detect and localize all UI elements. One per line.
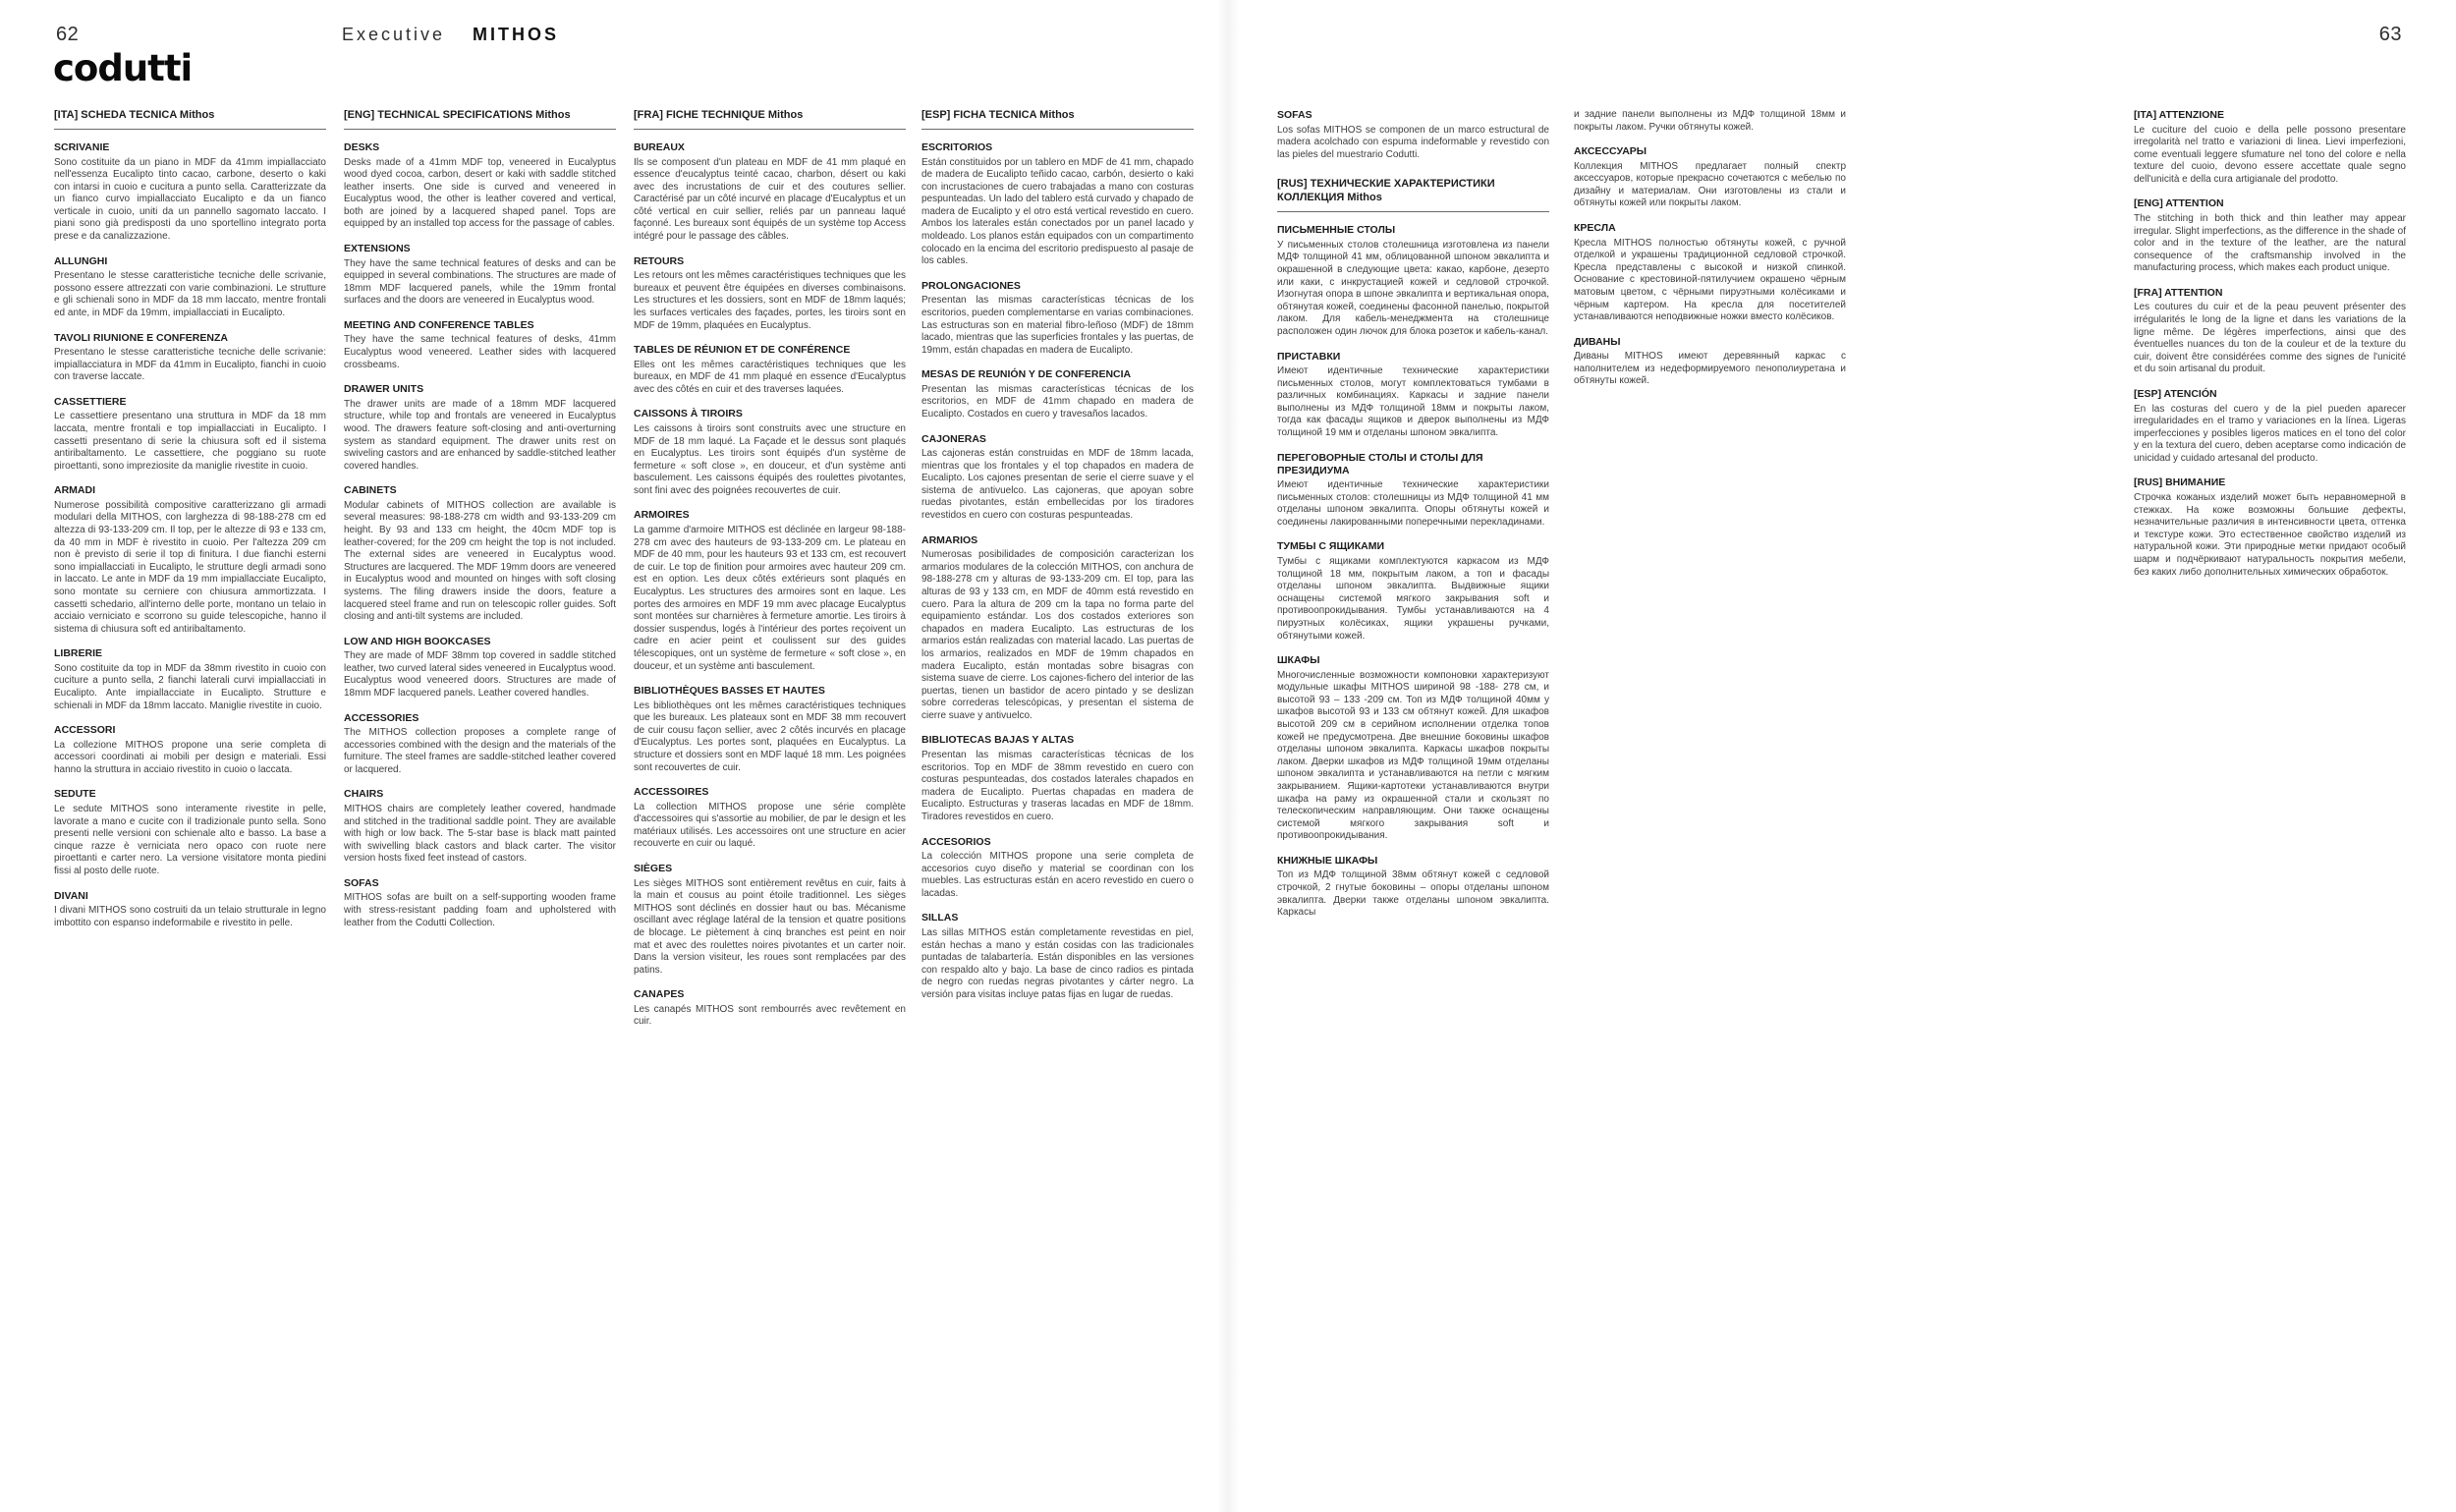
section-heading: ARMOIRES — [634, 509, 690, 522]
section-body: Sono costituite da un piano in MDF da 41mm impiallacciato nell'essenza Eucalipto tinto cacao, carbone, deserto o kaki con intarsi in cuoio e cucitura a punto sella. Caratterizzate da un fianco curvo impiallacciato Eucalipto e da un fianco verticale in cuoio, uniti da un pannello sagomato laccato. I piani sono già predisposti da uno sportellino integrato porta prese e da canalizzazione. — [54, 156, 326, 243]
section-body: Топ из МДФ толщиной 38мм обтянут кожей с седловой строчкой, 2 гнутые боковины – опоры отделаны шпоном эвкалипта. Дверки также отделаны шпоном эвкалипта. Каркасы — [1277, 869, 1549, 919]
section-heading: КНИЖНЫЕ ШКАФЫ — [1277, 854, 1378, 867]
section-heading: DESKS — [344, 141, 380, 153]
page-number-left: 62 — [56, 24, 80, 45]
section-heading: ACCESSORIES — [344, 711, 419, 724]
section-heading: ACCESSORI — [54, 724, 116, 737]
section-heading: ПРИСТАВКИ — [1277, 350, 1341, 363]
section-heading: EXTENSIONS — [344, 243, 411, 255]
section-body: La collection MITHOS propose une série complète d'accessoires qui s'assortie au mobilier, de par le design et les matériaux utilisés. Les accessoires ont une structure en acier recouverte en cuir ou laqué. — [634, 801, 906, 850]
section-body: Les bibliothèques ont les mêmes caractéristiques techniques que les bureaux. Les plateaux sont en MDF 38 mm recouvert de cuir cousu façon sellier, avec 2 côtés incurvés en placage d'Eucalyptus. Les portes sont, plaquées en Eucalyptus. La structure et dossiers sont en MDF laqué 18 mm. Les poignées sont recouvertes de cuir. — [634, 700, 906, 773]
section-heading: TABLES DE RÉUNION ET DE CONFÉRENCE — [634, 344, 851, 357]
section-heading: ДИВАНЫ — [1574, 335, 1621, 348]
section-body: Le sedute MITHOS sono interamente rivestite in pelle, lavorate a mano e cucite con il tradizionale punto sella. Sono presenti nelle versioni con schienale alto e basso. La base a cinque razze è verniciata nero opaco con ruote nere piroettanti e carter nero. La versione visitatore monta piedini fissi al posto delle ruote. — [54, 803, 326, 876]
column-header: [FRA] FICHE TECHNIQUE Mithos — [634, 108, 906, 130]
text-column-rus-specs-1 — [1277, 108, 1549, 920]
section-body: и задние панели выполнены из МДФ толщиной 18мм и покрыты лаком. Ручки обтянуты кожей. — [1574, 109, 1846, 133]
section-body: Les canapés MITHOS sont rembourrés avec revêtement en cuir. — [634, 1003, 906, 1028]
section-heading: ПЕРЕГОВОРНЫЕ СТОЛЫ И СТОЛЫ ДЛЯ ПРЕЗИДИУМА — [1277, 451, 1483, 476]
section-body: Numerosas posibilidades de composición caracterizan los armarios modulares de la colección MITHOS, con anchura de 98-188-278 cm y alturas de 93-133-209 cm. El top, para las alturas de 93 y 133 cm, en MDF de 40mm está revestido en cuero. Para la altura de 209 cm la tapa no forma parte del equipamiento estándar. Los dos costados exteriores son chapados en madera Eucalipto. Las estructuras de los armarios están realizadas con material lacado. Las puertas de los armarios, realizados en MDF de 19mm chapados en madera Eucalipto, están montadas sobre bisagras con sistema suave de cierre. Los cajones-fichero del interior de las puertas, tienen un bastidor de acero pintado y se deslizan sobre correderas telescópicas, y presentan el sistema de cierre suave y antivuelco. — [921, 549, 1194, 721]
text-column-fra-specs — [634, 108, 906, 1029]
section-body: Las sillas MITHOS están completamente revestidas en piel, están hechas a mano y están cosidas con las tradicionales puntadas de talabartería. Están disponibles en las versiones con respaldo alto y bajo. La base de cinco radios es pintada de negro con ruedas negras pivotantes y cárter negro. La versión para visitas incluye patas fijas en lugar de ruedas. — [921, 926, 1194, 1000]
section-heading: SEDUTE — [54, 788, 96, 801]
section-heading: ARMADI — [54, 484, 95, 497]
text-column-rus-specs-2 — [1574, 108, 1846, 388]
section-heading: MESAS DE REUNIÓN Y DE CONFERENCIA — [921, 368, 1132, 381]
section-heading: LOW AND HIGH BOOKCASES — [344, 635, 491, 647]
section-heading: ACCESORIOS — [921, 835, 991, 848]
section-heading: [RUS] ВНИМАНИЕ — [2134, 476, 2226, 489]
section-body: Presentan las mismas características técnicas de los escritorios, en MDF de 41mm chapado en madera de Eucalipto. Costados en cuero y travesaños lacados. — [921, 383, 1194, 420]
section-heading: ESCRITORIOS — [921, 141, 993, 153]
section-body: Presentan las mismas características técnicas de los escritorios. Top en MDF de 38mm revestido en cuero con costuras pespunteadas, dos costados laterales chapados en madera de Eucalipto. Puertas chapadas en madera de Eucalipto. Estructuras y traseras lacadas en MDF de 18mm. Tiradores revestidos en cuero. — [921, 749, 1194, 822]
section-heading: MEETING AND CONFERENCE TABLES — [344, 318, 534, 331]
section-body: Están constituidos por un tablero en MDF de 41 mm, chapado de madera de Eucalipto teñido cacao, carbón, desierto o kaki con incrustaciones de cuero trabajadas a mano con costuras pespunteadas. Un lado del tablero está curvado y chapado de madera de Eucalipto y el otro está vertical revestido en cuero. Ambos los laterales están conectados por un panel lacado y moldeado. Los planos están equipados con un compartimento colocado en la encima del escritorio predispuesto al pasaje de los cables. — [921, 156, 1194, 267]
section-body: The stitching in both thick and thin leather may appear irregular. Slight imperfections, as the difference in the shade of color and in the texture of the leather, are the natural consequence of the craftsmanship involved in the manufacturing process, which makes each product unique. — [2134, 212, 2406, 274]
section-body: Les caissons à tiroirs sont construits avec une structure en MDF de 18 mm laqué. La Façade et le dessus sont plaqués en Eucalyptus. Les tiroirs sont équipés d'un système de fermeture « soft close », en douceur, et d'un système anti basculement. Les caissons équipés des roulettes pivotantes, sont fini avec des poignées recouvertes de cuir. — [634, 422, 906, 496]
section-heading: CANAPES — [634, 988, 685, 1001]
section-heading: CAJONERAS — [921, 432, 986, 445]
section-body: Las cajoneras están construidas en MDF de 18mm lacada, mientras que los frontales y el top chapados en madera de Eucalipto. Los cajones presentan de serie el cierre suave y el sistema de antivuelco. Las cajoneras, que apoyan sobre ruedas pivotantes, están embellecidas por los tiradores revestidos en cuero con costuras pespunteadas. — [921, 448, 1194, 522]
section-heading: ALLUNGHI — [54, 254, 108, 267]
column-header: [ENG] TECHNICAL SPECIFICATIONS Mithos — [344, 108, 616, 130]
section-body: Numerose possibilità compositive caratterizzano gli armadi modulari della MITHOS, con larghezza di 98-188-278 cm ed altezza di 93-133-209 cm. Il top, per le altezze di 93 e 133 cm, da 40 mm in MDF è rivestito in cuoio. Per l'altezza 209 cm non è previsto di serie il top di finitura. I due fianchi esterni sono impiallacciati in Eucalipto, le strutture degli armadi sono in laccato. Le ante in MDF da 19 mm impiallacciate Eucalipto, sono montate su cerniere con chiusura ammortizzata. I cassetti schedario, all'interno delle porte, montano un telaio in acciaio verniciato e scorrono su guide telescopiche, hanno il sistema di chiusura soft ed antiribaltamento. — [54, 499, 326, 635]
section-heading: АКСЕССУАРЫ — [1574, 145, 1647, 158]
section-heading: CHAIRS — [344, 788, 384, 801]
section-heading: КРЕСЛА — [1574, 222, 1616, 235]
section-body: Modular cabinets of MITHOS collection are available is several measures: 98-188-278 cm width and 93-133-209 cm height. By 93 and 133 cm height, the 40cm MDF top is leather-covered; for the 209 cm height the top is not included. The external sides are veneered in Eucalyptus wood. Structures are lacquered. The MDF 19mm doors are veneered in Eucalyptus wood and mounted on hinges with soft closing systems. The filing drawers inside the doors, feature a lacquered steel frame and run on telescopic roller guides. Soft closing and anti-tilt systems are included. — [344, 499, 616, 623]
spread-title — [342, 25, 559, 45]
section-heading: RETOURS — [634, 254, 685, 267]
section-body: Многочисленные возможности компоновки характеризуют модульные шкафы MITHOS шириной 98 -188- 278 см, и высотой 93 – 133 -209 см. Топ из МДФ толщиной 40мм у шкафов высотой 93 и 133 см обтянут кожей. Для шкафов высотой 209 см в серийном исполнении отделка топов кожей не предусмотрена. Две внешние боковины шкафов отделаны шпоном эвкалипта. Каркасы шкафов покрыты лаком. Дверки шкафов из МДФ толщиной 19мм отделаны шпоном эвкалипта и устанавливаются на петли с мягким закрыванием. Ящики-картотеки устанавливаются внутри шкафа на раму из окрашенной стали и скользят по телескопическим направляющим. Они также оснащены системой мягкого закрывания soft и противоопрокидывания. — [1277, 669, 1549, 842]
section-body: Имеют идентичные технические характеристики письменных столов, могут комплектоваться тумбами в различных комбинациях. Каркасы и задние панели выполнены из МДФ толщиной 18мм и покрыты лаком, тогда как фасады ящиков и дверок выполнены из МДФ толщиной 19 мм и отделаны шпоном эвкалипта. — [1277, 365, 1549, 438]
column-header: [ITA] SCHEDA TECNICA Mithos — [54, 108, 326, 130]
section-body: Les retours ont les mêmes caractéristiques techniques que les bureaux et peuvent être équipées en diverses combinaisons. Les structures et les dossiers, sont en MDF de 18mm laqués; les surfaces verticales des façades, portes, les tiroirs sont en MDF de 19mm, plaquées en Eucalyptus. — [634, 270, 906, 331]
section-heading: TAVOLI RIUNIONE E CONFERENZA — [54, 331, 228, 344]
section-body: La collezione MITHOS propone una serie completa di accessori coordinati ai mobili per design e materiali. Essi hanno la struttura in acciaio rivestito in cuoio o laccata. — [54, 739, 326, 775]
section-heading: [ESP] ATENCIÓN — [2134, 388, 2217, 400]
section-body: They are made of MDF 38mm top covered in saddle stitched leather, two curved lateral sides veneered in Eucalyptus wood. Eucalyptus wood veneered doors. Structures are made of 18mm MDF lacquered panels. Leather covered handles. — [344, 650, 616, 699]
section-heading: [ITA] ATTENZIONE — [2134, 109, 2224, 121]
text-column-esp-specs — [921, 108, 1194, 1001]
section-body: The drawer units are made of a 18mm MDF lacquered structure, while top and frontals are veneered in Eucalyptus wood. The drawers feature soft-closing and anti-overturning system as standard equipment. The drawer units rest on swiveling castors and are enhanced by saddle-stitched leather covered handles. — [344, 398, 616, 472]
section-heading: CAISSONS À TIROIRS — [634, 408, 743, 420]
section-heading: SILLAS — [921, 912, 959, 924]
section-heading: SIÈGES — [634, 863, 673, 875]
section-body: Строчка кожаных изделий может быть неравномерной в стежках. На коже возможны большие дефекты, незначительные различия в интенсивности цвета, оттенка и текстуре кожи. Это естественное свойство изделий из натуральной кожи. Эти природные метки придают особый шарм и подчёркивают натуральность покрытия мебели, без каких либо дополнительных химических обработок. — [2134, 491, 2406, 578]
collection-name: Executive — [342, 25, 446, 44]
section-body: I divani MITHOS sono costruiti da un telaio strutturale in legno imbottito con espanso indeformabile e rivestito in pelle. — [54, 905, 326, 928]
text-column-attention-notes — [2134, 108, 2406, 579]
section-body: They have the same technical features of desks, 41mm Eucalyptus wood veneered. Leather sides with lacquered crossbeams. — [344, 334, 616, 370]
section-heading: CABINETS — [344, 484, 397, 497]
section-body: La gamme d'armoire MITHOS est déclinée en largeur 98-188-278 cm avec des hauteurs de 93-133-209 cm. Le plateau en MDF de 40 mm, pour les hauteurs 93 et 133 cm, est recouvert de cuir. Le top de finition pour armoires avec hauteur 209 cm. est en option. Les deux côtés extérieurs sont plaqués en Eucalyptus. Les structures des armoires sont en laque. Les portes des armoires en MDF 19 mm avec placage Eucalyptus sont montées sur charnières à fermeture amortie. Les tiroirs à dossier suspendus, logés à l'intérieur des portes reçoivent un cadre en acier peint et coulissent sur des guides télescopiques, ont un système de fermeture « soft close », en douceur, et un système anti basculement. — [634, 524, 906, 672]
page-gutter-shadow — [1216, 0, 1240, 1512]
brand-logo: codutti — [53, 47, 193, 89]
section-body: Presentano le stesse caratteristiche tecniche delle scrivanie, possono essere attrezzati con varie combinazioni. Le strutture e gli schienali sono in MDF da 18 mm laccato, mentre frontali ed ante, in MDF da 19mm, impiallacciati in Eucalipto. — [54, 270, 326, 318]
section-heading: LIBRERIE — [54, 647, 103, 660]
section-body: Коллекция MITHOS предлагает полный спектр аксессуаров, которые прекрасно сочетаются с мебелью по дизайну и материалам. Они изготовлены из стали и обтянуты кожей или покрыты лаком. — [1574, 160, 1846, 209]
section-body: They have the same technical features of desks and can be equipped in several combinations. The structures are made of 18mm MDF lacquered panels, while the 19mm frontal surfaces and the doors are veneered in Eucalyptus wood. — [344, 257, 616, 307]
section-heading: DIVANI — [54, 889, 88, 902]
section-heading: SOFAS — [1277, 109, 1312, 121]
section-body: Ils se composent d'un plateau en MDF de 41 mm plaqué en essence d'eucalyptus teinté cacao, charbon, désert ou kaki avec des incrustations de cuir et des coutures sellier. Caractérisé par un côté incurvé en placage d'Eucalyptus et un côté vertical en cuir sellier, reliés par un panneau laqué façonné. Les bureaux sont équipés de un système top Access intégré pour le passage des câbles. — [634, 156, 906, 243]
section-heading: ACCESSOIRES — [634, 786, 709, 799]
section-heading: DRAWER UNITS — [344, 383, 424, 396]
section-body: Кресла MITHOS полностью обтянуты кожей, с ручной отделкой и украшены традиционной седловой строчкой. Кресла представлены с высокой и низкой спинкой. Основание с крестовиной-пятилучием окрашено чёрным матовым цветом, с чёрными пируэтными колёсиками и чёрным картером. На кресла для посетителей устанавливаются неподвижные ножки вместо колёсиков. — [1574, 237, 1846, 323]
section-heading: SOFAS — [344, 876, 379, 889]
section-body: MITHOS chairs are completely leather covered, handmade and stitched in the traditional saddle point. They are available with high or low back. The 5-star base is black matt painted with swivelling black castors and black carter. The visitor version hosts fixed feet instead of castors. — [344, 803, 616, 865]
section-body: The MITHOS collection proposes a complete range of accessories combined with the design and the materials of the furniture. The steel frames are saddle-stitched leather covered or lacquered. — [344, 727, 616, 775]
section-heading: CASSETTIERE — [54, 395, 127, 408]
section-heading: ARMARIOS — [921, 533, 978, 546]
column-header: [RUS] ТЕХНИЧЕСКИЕ ХАРАКТЕРИСТИКИ КОЛЛЕКЦИЯ Mithos — [1277, 177, 1549, 212]
section-body: Le cassettiere presentano una struttura in MDF da 18 mm laccata, mentre frontali e top impiallacciati in Eucalipto. I cassetti presentano di serie la chiusura soft ed il sistema antiribaltamento. Le cassettiere, che poggiano su ruote piroettanti, sono impreziosite da maniglie rivestite in cuoio. — [54, 411, 326, 472]
section-body: Les sièges MITHOS sont entièrement revêtus en cuir, faits à la main et cousus au point étoile traditionnel. Les sièges MITHOS sont déclinés en dossier haut ou bas. Mécanisme oscillant avec réglage latéral de la tension et quatre positions de blocage. Le piètement à cinq branches est peint en noir mat et avec des roulettes noires pivotantes et un carter noir. Dans la version visiteur, les roues sont remplacées par des patins. — [634, 877, 906, 976]
section-body: Имеют идентичные технические характеристики письменных столов: столешницы из МДФ толщиной 41 мм отделаны шпоном эвкалипта. Опоры обтянуты кожей и соединены лакированными поперечными перекладинами. — [1277, 479, 1549, 528]
section-body: MITHOS sofas are built on a self-supporting wooden frame with stress-resistant padding foam and upholstered with leather from the Codutti Collection. — [344, 892, 616, 928]
section-body: Le cuciture del cuoio e della pelle possono presentare irregolarità nel tratto e variazioni di linea. Lievi imperfezioni, come eventuali leggere sfumature nel tono del colore e nella texture del cuoio, devono essere accettate quale segno dell'unicità e della cura artigianale del prodotto. — [2134, 124, 2406, 185]
section-heading: PROLONGACIONES — [921, 279, 1021, 292]
section-heading: SCRIVANIE — [54, 141, 110, 153]
section-heading: [FRA] ATTENTION — [2134, 286, 2223, 299]
page-number-right: 63 — [2378, 24, 2402, 45]
section-body: Sono costituite da top in MDF da 38mm rivestito in cuoio con cuciture a punto sella, 2 fianchi laterali curvi impiallacciati in Eucalipto. Ante impiallacciate in Eucalipto. Strutture e schienali in MDF da 18mm laccato. Maniglie rivestite in cuoio. — [54, 662, 326, 711]
text-column-ita-specs — [54, 108, 326, 929]
column-header: [ESP] FICHA TECNICA Mithos — [921, 108, 1194, 130]
section-body: Elles ont les mêmes caractéristiques techniques que les bureaux, en MDF de 41 mm plaqué en essence d'Eucalyptus avec des côtés en cuir et des traverses laquées. — [634, 359, 906, 395]
section-body: Presentan las mismas características técnicas de los escritorios, pueden complementarse en varias combinaciones. Las estructuras son en material fibro-leñoso (MDF) de 18mm lacado, mientras que las superficies frontales y las puertas, de 19mm, están chapadas en madera de Eucalipto. — [921, 295, 1194, 356]
model-name: MITHOS — [473, 25, 560, 44]
section-body: Presentano le stesse caratteristiche tecniche delle scrivanie: impiallacciatura in MDF da 41mm in Eucalipto, fianchi in cuoio con traverse laccate. — [54, 347, 326, 383]
section-heading: BIBLIOTHÈQUES BASSES ET HAUTES — [634, 685, 825, 698]
section-body: Los sofas MITHOS se componen de un marco estructural de madera acolchado con espuma indeformable y revestido con las pieles del muestrario Codutti. — [1277, 124, 1549, 160]
section-heading: ПИСЬМЕННЫЕ СТОЛЫ — [1277, 224, 1396, 237]
section-body: У письменных столов столешница изготовлена из панели МДФ толщиной 41 мм, облицованной шпоном эвкалипта и окрашенной в следующие цвета: какао, карбоне, дезерто или каки, с инкрустацией кожей и седловой строчкой. Изогнутая опора в шпоне эвкалипта и вертикальная опора, обтянутая кожей, соединены фасонной панелью, покрытой лаком. Для кабель-менеджмента на столешнице расположен один лючок для блока розеток и кабель-канал. — [1277, 239, 1549, 337]
section-body: Тумбы с ящиками комплектуются каркасом из МДФ толщиной 18 мм, покрытым лаком, а топ и фасады отделаны шпоном эвкалипта. Выдвижные ящики оснащены системой мягкого закрывания soft и противоопрокидывания. Тумбы устанавливаются на 4 пируэтных колёсиках, ящики украшены ручками, обтянутыми кожей. — [1277, 555, 1549, 642]
section-body: Desks made of a 41mm MDF top, veneered in Eucalyptus wood dyed cocoa, carbon, desert or kaki with saddle stitched leather inserts. One side is curved and veneered in Eucalyptus wood, the other is leather covered and vertical, both are joined by a lacquered shaped panel. Tops are equipped by an installed top access for the passage of cables. — [344, 156, 616, 230]
section-body: La colección MITHOS propone una serie completa de accesorios cuyo diseño y material se coordinan con los muebles. Las estructuras están en acero revestido en cuero o lacadas. — [921, 851, 1194, 899]
section-heading: BIBLIOTECAS BAJAS Y ALTAS — [921, 734, 1075, 747]
section-heading: BUREAUX — [634, 141, 685, 153]
section-heading: [ENG] ATTENTION — [2134, 197, 2224, 210]
section-heading: ШКАФЫ — [1277, 654, 1320, 667]
section-body: En las costuras del cuero y de la piel pueden aparecer irregularidades en el tramo y variaciones en la línea. Ligeras imperfecciones y posibles ligeros matices en el tono del color y en la textura del cuero, deben aceptarse como indicación de unicidad y cuidado artesanal del producto. — [2134, 403, 2406, 464]
text-column-eng-specs — [344, 108, 616, 929]
section-body: Les coutures du cuir et de la peau peuvent présenter des irrégularités le long de la ligne et dans les variations de la ligne même. De légères imperfections, ainsi que des éventuelles nuances du ton de la couleur et de la texture du cuir, doivent être considérées comme des signes de l'unicité et du soin artisanal du produit. — [2134, 302, 2406, 375]
section-heading: ТУМБЫ С ЯЩИКАМИ — [1277, 540, 1385, 553]
section-body: Диваны MITHOS имеют деревянный каркас с наполнителем из недеформируемого пенополиуретана и обтянуты кожей. — [1574, 351, 1846, 387]
